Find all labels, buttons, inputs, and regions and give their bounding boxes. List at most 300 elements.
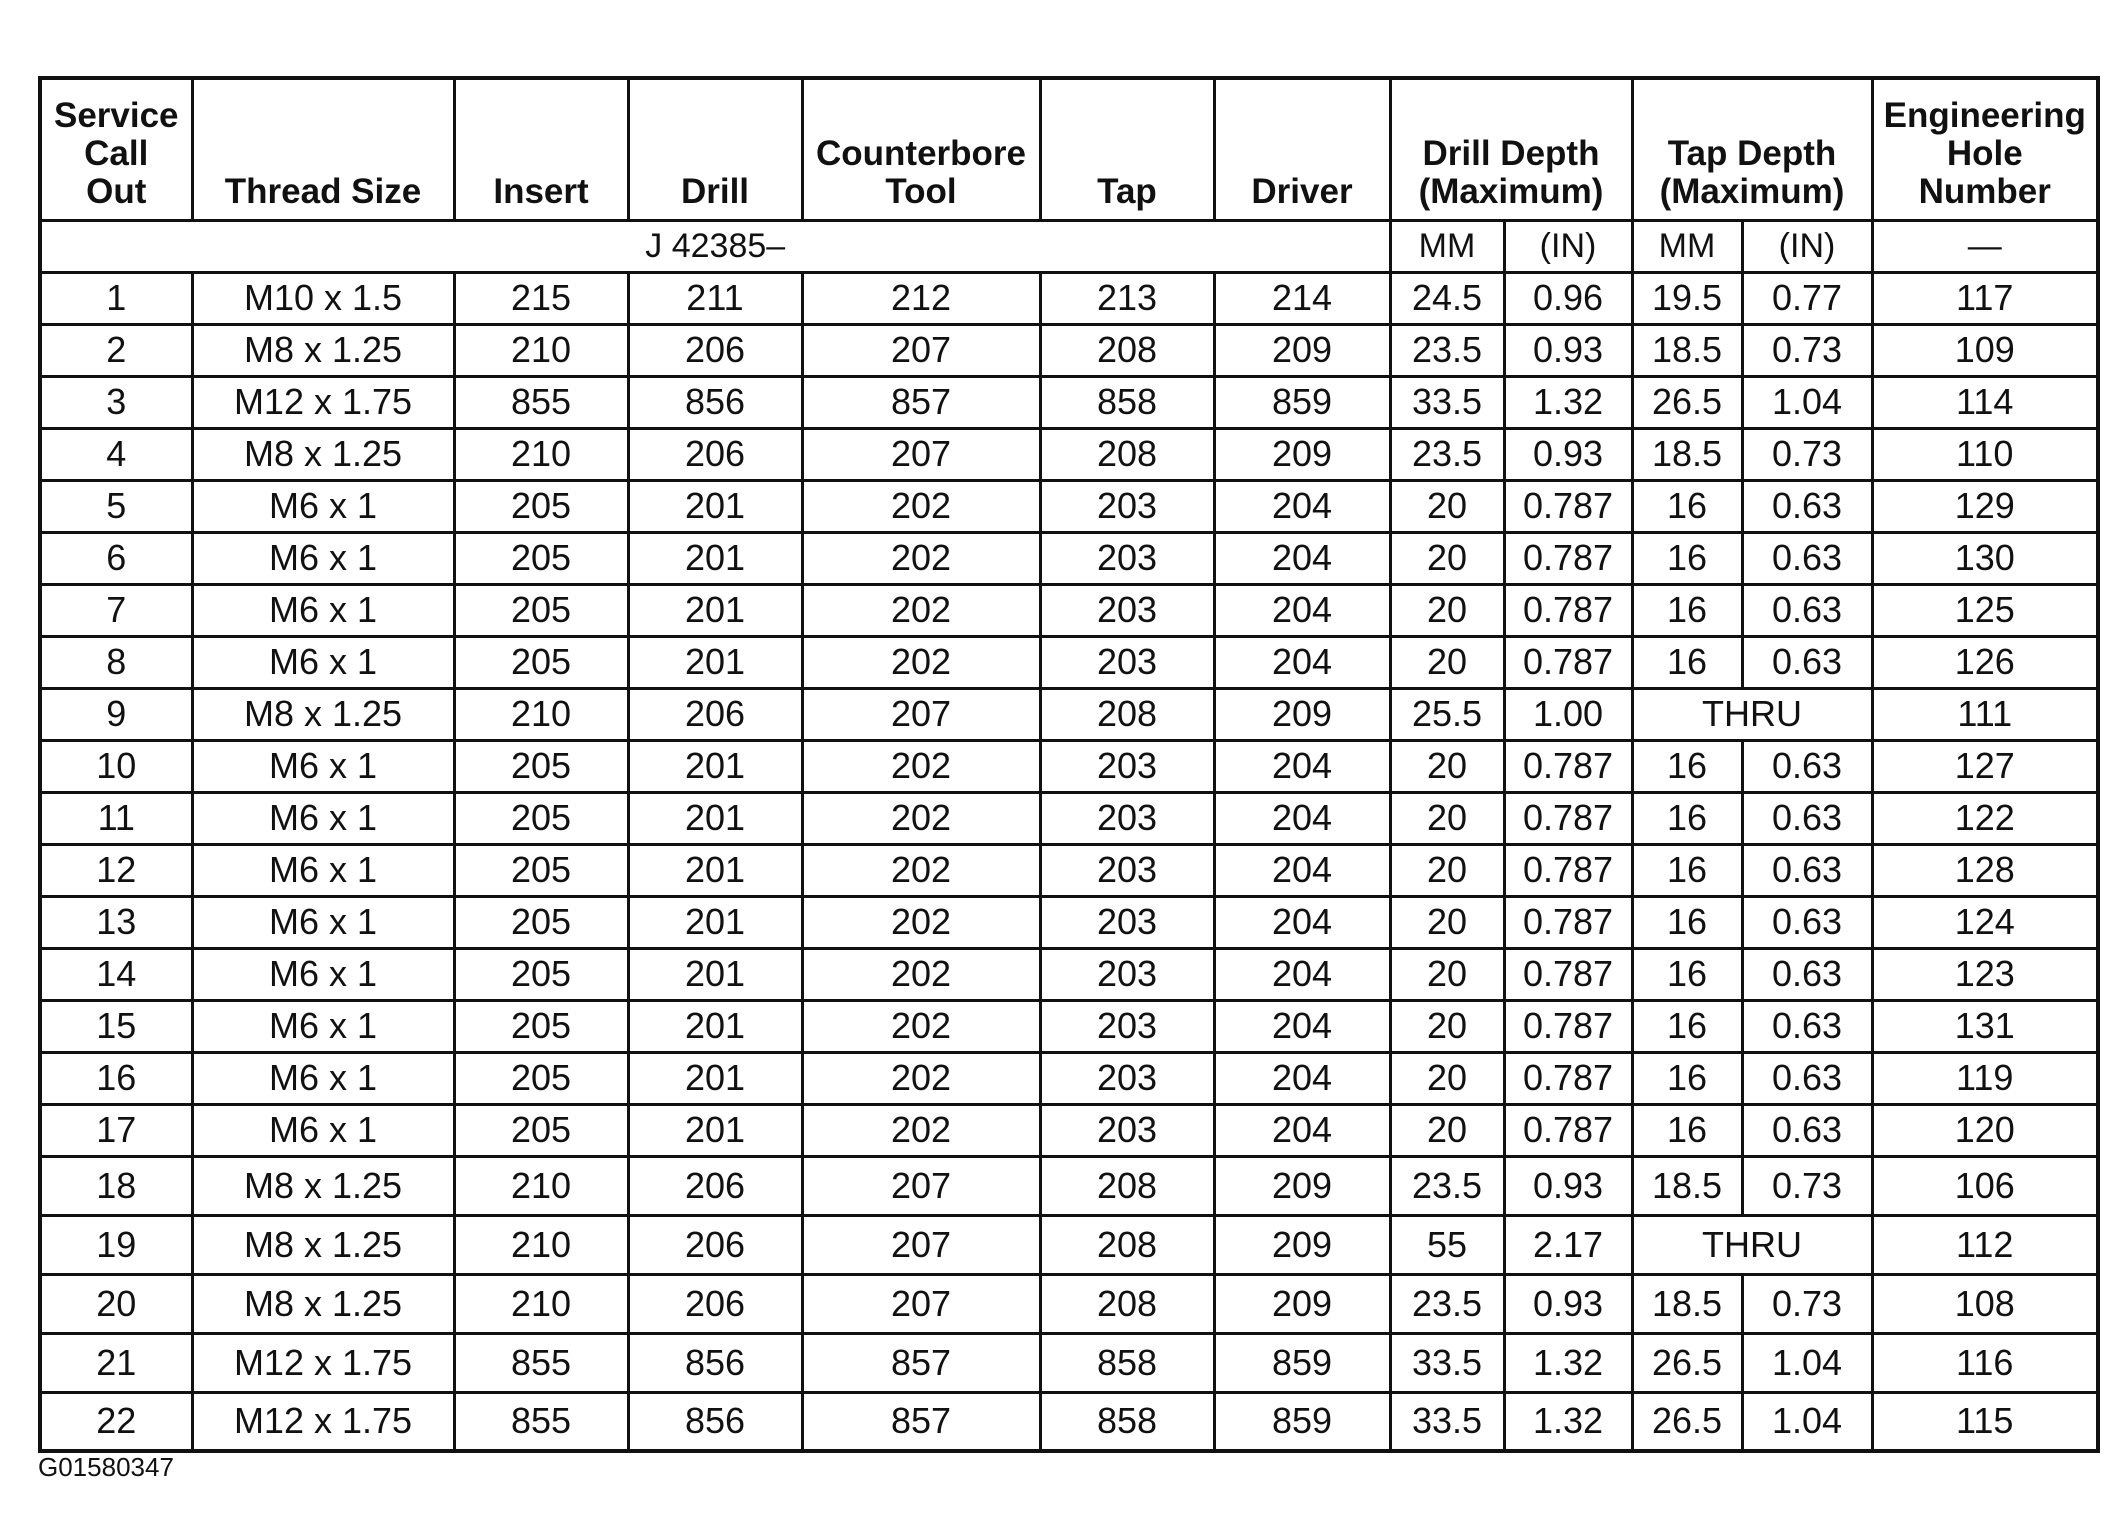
cell-drill-depth-in: 1.32 — [1504, 1392, 1632, 1451]
cell-thread: M12 x 1.75 — [192, 1333, 454, 1392]
cell-drill: 206 — [628, 1215, 802, 1274]
cell-tap-depth-mm: 26.5 — [1632, 1333, 1742, 1392]
cell-drill: 206 — [628, 1274, 802, 1333]
cell-tap-depth-mm: 18.5 — [1632, 1274, 1742, 1333]
cell-drill-depth-in: 0.787 — [1504, 480, 1632, 532]
cell-insert: 205 — [454, 1052, 628, 1104]
cell-thread: M6 x 1 — [192, 636, 454, 688]
table-row — [40, 480, 2098, 532]
cell-drill-depth-in: 0.787 — [1504, 1052, 1632, 1104]
col-header-tap: Tap — [1040, 78, 1214, 220]
cell-tap-depth-in: 0.63 — [1742, 1104, 1872, 1156]
cell-drill: 206 — [628, 688, 802, 740]
cell-drill-depth-mm: 20 — [1390, 1052, 1504, 1104]
cell-drill-depth-in: 1.32 — [1504, 1333, 1632, 1392]
cell-tap-depth-mm: 16 — [1632, 740, 1742, 792]
cell-tap-depth-in: 0.63 — [1742, 636, 1872, 688]
cell-tap: 203 — [1040, 1052, 1214, 1104]
cell-callout: 14 — [40, 948, 192, 1000]
cell-drill-depth-mm: 23.5 — [1390, 428, 1504, 480]
cell-drill: 856 — [628, 1392, 802, 1451]
cell-driver: 209 — [1214, 324, 1390, 376]
cell-counterbore: 207 — [802, 1156, 1040, 1215]
cell-drill: 856 — [628, 1333, 802, 1392]
cell-tap-depth-in: 0.73 — [1742, 428, 1872, 480]
table-row — [40, 324, 2098, 376]
cell-engineering-hole-number: 108 — [1872, 1274, 2098, 1333]
cell-drill-depth-in: 0.787 — [1504, 532, 1632, 584]
cell-tap-depth-in: 1.04 — [1742, 1333, 1872, 1392]
cell-tap: 203 — [1040, 896, 1214, 948]
cell-counterbore: 202 — [802, 1052, 1040, 1104]
table-row — [40, 740, 2098, 792]
cell-drill-depth-mm: 25.5 — [1390, 688, 1504, 740]
tap-depth-in-unit: (IN) — [1742, 220, 1872, 272]
cell-drill-depth-mm: 33.5 — [1390, 1392, 1504, 1451]
cell-tap: 208 — [1040, 1274, 1214, 1333]
cell-driver: 209 — [1214, 1274, 1390, 1333]
cell-drill: 201 — [628, 636, 802, 688]
table-row — [40, 1052, 2098, 1104]
table-row — [40, 844, 2098, 896]
cell-callout: 12 — [40, 844, 192, 896]
cell-engineering-hole-number: 131 — [1872, 1000, 2098, 1052]
cell-tap-depth-in: 1.04 — [1742, 376, 1872, 428]
cell-callout: 10 — [40, 740, 192, 792]
table-row — [40, 948, 2098, 1000]
col-header-tap-depth: Tap Depth (Maximum) — [1632, 78, 1872, 220]
cell-driver: 204 — [1214, 896, 1390, 948]
cell-insert: 205 — [454, 844, 628, 896]
cell-driver: 859 — [1214, 1333, 1390, 1392]
cell-tap-depth-in: 0.63 — [1742, 948, 1872, 1000]
cell-engineering-hole-number: 117 — [1872, 272, 2098, 324]
cell-tap-depth-in: 0.63 — [1742, 480, 1872, 532]
cell-insert: 205 — [454, 584, 628, 636]
cell-drill: 201 — [628, 1000, 802, 1052]
subheader-row — [40, 220, 2098, 272]
table-row — [40, 532, 2098, 584]
cell-driver: 204 — [1214, 480, 1390, 532]
cell-drill-depth-mm: 20 — [1390, 844, 1504, 896]
cell-callout: 8 — [40, 636, 192, 688]
cell-driver: 204 — [1214, 740, 1390, 792]
cell-insert: 205 — [454, 896, 628, 948]
cell-callout: 4 — [40, 428, 192, 480]
cell-tap-depth-in: 0.77 — [1742, 272, 1872, 324]
cell-callout: 6 — [40, 532, 192, 584]
cell-drill-depth-mm: 20 — [1390, 636, 1504, 688]
cell-engineering-hole-number: 115 — [1872, 1392, 2098, 1451]
cell-thread: M6 x 1 — [192, 1000, 454, 1052]
cell-thread: M6 x 1 — [192, 1104, 454, 1156]
cell-callout: 7 — [40, 584, 192, 636]
cell-engineering-hole-number: 130 — [1872, 532, 2098, 584]
col-header-driver: Driver — [1214, 78, 1390, 220]
figure-code: G01580347 — [38, 1452, 174, 1482]
cell-drill-depth-in: 2.17 — [1504, 1215, 1632, 1274]
cell-tap-depth-mm: 18.5 — [1632, 428, 1742, 480]
cell-tap: 208 — [1040, 1156, 1214, 1215]
cell-drill-depth-mm: 20 — [1390, 532, 1504, 584]
cell-drill-depth-mm: 55 — [1390, 1215, 1504, 1274]
cell-tap-depth-mm: 16 — [1632, 844, 1742, 896]
cell-thread: M8 x 1.25 — [192, 1156, 454, 1215]
cell-driver: 204 — [1214, 948, 1390, 1000]
cell-drill: 201 — [628, 792, 802, 844]
cell-engineering-hole-number: 112 — [1872, 1215, 2098, 1274]
cell-drill-depth-mm: 23.5 — [1390, 1274, 1504, 1333]
cell-drill: 206 — [628, 428, 802, 480]
cell-drill-depth-mm: 33.5 — [1390, 376, 1504, 428]
cell-tap-depth-mm: 16 — [1632, 584, 1742, 636]
cell-drill-depth-in: 0.96 — [1504, 272, 1632, 324]
cell-counterbore: 202 — [802, 896, 1040, 948]
cell-counterbore: 202 — [802, 844, 1040, 896]
cell-thread: M6 x 1 — [192, 480, 454, 532]
cell-tap-depth-mm: 19.5 — [1632, 272, 1742, 324]
cell-tap-depth-thru: THRU — [1632, 1215, 1872, 1274]
cell-insert: 210 — [454, 428, 628, 480]
cell-counterbore: 202 — [802, 792, 1040, 844]
cell-tap: 858 — [1040, 376, 1214, 428]
col-header-drill: Drill — [628, 78, 802, 220]
cell-insert: 210 — [454, 1156, 628, 1215]
cell-tap: 203 — [1040, 1104, 1214, 1156]
drill-depth-in-unit: (IN) — [1504, 220, 1632, 272]
cell-counterbore: 202 — [802, 584, 1040, 636]
cell-thread: M6 x 1 — [192, 844, 454, 896]
cell-drill: 201 — [628, 844, 802, 896]
table-body — [40, 272, 2098, 1451]
col-header-insert: Insert — [454, 78, 628, 220]
cell-counterbore: 207 — [802, 428, 1040, 480]
cell-insert: 205 — [454, 480, 628, 532]
cell-drill-depth-mm: 20 — [1390, 740, 1504, 792]
cell-drill: 206 — [628, 324, 802, 376]
cell-engineering-hole-number: 114 — [1872, 376, 2098, 428]
cell-driver: 214 — [1214, 272, 1390, 324]
cell-drill-depth-in: 0.787 — [1504, 792, 1632, 844]
cell-tap: 213 — [1040, 272, 1214, 324]
specification-table — [38, 76, 2100, 1453]
cell-drill-depth-in: 0.93 — [1504, 1156, 1632, 1215]
col-header-counterbore-tool: Counterbore Tool — [802, 78, 1040, 220]
cell-tap: 203 — [1040, 1000, 1214, 1052]
cell-thread: M8 x 1.25 — [192, 324, 454, 376]
cell-insert: 205 — [454, 1104, 628, 1156]
cell-drill-depth-in: 0.93 — [1504, 428, 1632, 480]
cell-callout: 15 — [40, 1000, 192, 1052]
cell-tap: 203 — [1040, 844, 1214, 896]
cell-tap-depth-in: 1.04 — [1742, 1392, 1872, 1451]
cell-insert: 210 — [454, 1215, 628, 1274]
cell-tap: 203 — [1040, 792, 1214, 844]
cell-insert: 210 — [454, 1274, 628, 1333]
cell-driver: 204 — [1214, 1052, 1390, 1104]
cell-drill: 201 — [628, 1104, 802, 1156]
cell-tap-depth-mm: 16 — [1632, 636, 1742, 688]
cell-tap-depth-mm: 26.5 — [1632, 376, 1742, 428]
cell-drill: 206 — [628, 1156, 802, 1215]
cell-drill-depth-in: 0.787 — [1504, 948, 1632, 1000]
cell-drill-depth-in: 0.93 — [1504, 324, 1632, 376]
table-row — [40, 1392, 2098, 1451]
cell-drill-depth-mm: 20 — [1390, 948, 1504, 1000]
cell-thread: M10 x 1.5 — [192, 272, 454, 324]
cell-insert: 205 — [454, 948, 628, 1000]
cell-driver: 204 — [1214, 1104, 1390, 1156]
cell-drill-depth-in: 0.787 — [1504, 636, 1632, 688]
cell-driver: 204 — [1214, 532, 1390, 584]
cell-drill-depth-mm: 20 — [1390, 896, 1504, 948]
cell-driver: 209 — [1214, 428, 1390, 480]
cell-thread: M6 x 1 — [192, 584, 454, 636]
cell-driver: 204 — [1214, 584, 1390, 636]
cell-engineering-hole-number: 124 — [1872, 896, 2098, 948]
cell-counterbore: 202 — [802, 948, 1040, 1000]
cell-engineering-hole-number: 128 — [1872, 844, 2098, 896]
cell-engineering-hole-number: 111 — [1872, 688, 2098, 740]
cell-drill-depth-mm: 20 — [1390, 792, 1504, 844]
table-row — [40, 376, 2098, 428]
cell-drill-depth-in: 0.787 — [1504, 896, 1632, 948]
cell-drill-depth-in: 1.00 — [1504, 688, 1632, 740]
cell-thread: M6 x 1 — [192, 792, 454, 844]
cell-drill-depth-mm: 23.5 — [1390, 324, 1504, 376]
cell-driver: 859 — [1214, 376, 1390, 428]
table-row — [40, 896, 2098, 948]
cell-thread: M8 x 1.25 — [192, 428, 454, 480]
cell-counterbore: 857 — [802, 376, 1040, 428]
cell-drill-depth-in: 0.93 — [1504, 1274, 1632, 1333]
cell-driver: 209 — [1214, 1156, 1390, 1215]
header-row — [40, 78, 2098, 220]
cell-tap: 858 — [1040, 1392, 1214, 1451]
cell-drill-depth-mm: 33.5 — [1390, 1333, 1504, 1392]
cell-tap-depth-thru: THRU — [1632, 688, 1872, 740]
cell-driver: 204 — [1214, 792, 1390, 844]
table-row — [40, 1215, 2098, 1274]
cell-tap: 203 — [1040, 740, 1214, 792]
cell-counterbore: 202 — [802, 1104, 1040, 1156]
cell-insert: 210 — [454, 324, 628, 376]
table-row — [40, 272, 2098, 324]
cell-callout: 9 — [40, 688, 192, 740]
cell-callout: 21 — [40, 1333, 192, 1392]
cell-counterbore: 202 — [802, 532, 1040, 584]
cell-tap-depth-in: 0.63 — [1742, 584, 1872, 636]
cell-drill-depth-mm: 20 — [1390, 584, 1504, 636]
table-row — [40, 792, 2098, 844]
cell-counterbore: 857 — [802, 1392, 1040, 1451]
cell-engineering-hole-number: 129 — [1872, 480, 2098, 532]
col-header-drill-depth: Drill Depth (Maximum) — [1390, 78, 1632, 220]
cell-drill-depth-in: 1.32 — [1504, 376, 1632, 428]
cell-thread: M6 x 1 — [192, 740, 454, 792]
cell-tap: 203 — [1040, 636, 1214, 688]
cell-drill-depth-mm: 20 — [1390, 480, 1504, 532]
cell-drill: 201 — [628, 480, 802, 532]
cell-driver: 209 — [1214, 1215, 1390, 1274]
cell-insert: 855 — [454, 1333, 628, 1392]
cell-counterbore: 202 — [802, 740, 1040, 792]
cell-tap-depth-mm: 16 — [1632, 480, 1742, 532]
cell-tap-depth-in: 0.63 — [1742, 844, 1872, 896]
cell-counterbore: 207 — [802, 1215, 1040, 1274]
cell-tap: 858 — [1040, 1333, 1214, 1392]
cell-engineering-hole-number: 123 — [1872, 948, 2098, 1000]
cell-callout: 16 — [40, 1052, 192, 1104]
cell-tap-depth-mm: 16 — [1632, 532, 1742, 584]
cell-engineering-hole-number: 127 — [1872, 740, 2098, 792]
tool-number-prefix: J 42385– — [40, 220, 1390, 272]
cell-thread: M6 x 1 — [192, 896, 454, 948]
cell-insert: 205 — [454, 740, 628, 792]
hole-number-dash: — — [1872, 220, 2098, 272]
cell-tap-depth-in: 0.63 — [1742, 896, 1872, 948]
drill-depth-mm-unit: MM — [1390, 220, 1504, 272]
cell-callout: 22 — [40, 1392, 192, 1451]
cell-tap: 208 — [1040, 324, 1214, 376]
cell-drill: 211 — [628, 272, 802, 324]
table-row — [40, 1156, 2098, 1215]
cell-counterbore: 857 — [802, 1333, 1040, 1392]
cell-drill: 201 — [628, 584, 802, 636]
table-row — [40, 1333, 2098, 1392]
cell-drill: 856 — [628, 376, 802, 428]
cell-driver: 204 — [1214, 844, 1390, 896]
cell-insert: 215 — [454, 272, 628, 324]
cell-tap-depth-mm: 16 — [1632, 792, 1742, 844]
cell-engineering-hole-number: 106 — [1872, 1156, 2098, 1215]
cell-callout: 1 — [40, 272, 192, 324]
cell-drill-depth-in: 0.787 — [1504, 1104, 1632, 1156]
cell-driver: 204 — [1214, 636, 1390, 688]
col-header-engineering-hole-number: Engineering Hole Number — [1872, 78, 2098, 220]
cell-insert: 855 — [454, 376, 628, 428]
cell-engineering-hole-number: 110 — [1872, 428, 2098, 480]
cell-tap-depth-mm: 18.5 — [1632, 1156, 1742, 1215]
cell-engineering-hole-number: 126 — [1872, 636, 2098, 688]
cell-tap-depth-mm: 18.5 — [1632, 324, 1742, 376]
cell-driver: 859 — [1214, 1392, 1390, 1451]
table-row — [40, 1000, 2098, 1052]
cell-thread: M8 x 1.25 — [192, 1215, 454, 1274]
cell-tap-depth-in: 0.63 — [1742, 1000, 1872, 1052]
cell-engineering-hole-number: 116 — [1872, 1333, 2098, 1392]
cell-tap-depth-mm: 16 — [1632, 948, 1742, 1000]
cell-insert: 210 — [454, 688, 628, 740]
cell-thread: M8 x 1.25 — [192, 688, 454, 740]
cell-tap-depth-mm: 26.5 — [1632, 1392, 1742, 1451]
cell-driver: 209 — [1214, 688, 1390, 740]
table-row — [40, 1104, 2098, 1156]
cell-thread: M8 x 1.25 — [192, 1274, 454, 1333]
cell-tap-depth-in: 0.63 — [1742, 792, 1872, 844]
cell-thread: M12 x 1.75 — [192, 1392, 454, 1451]
cell-engineering-hole-number: 109 — [1872, 324, 2098, 376]
cell-callout: 11 — [40, 792, 192, 844]
table-row — [40, 428, 2098, 480]
cell-drill-depth-mm: 20 — [1390, 1104, 1504, 1156]
cell-engineering-hole-number: 125 — [1872, 584, 2098, 636]
cell-drill: 201 — [628, 896, 802, 948]
cell-tap: 203 — [1040, 584, 1214, 636]
cell-counterbore: 202 — [802, 636, 1040, 688]
cell-tap: 208 — [1040, 688, 1214, 740]
cell-insert: 205 — [454, 532, 628, 584]
cell-insert: 205 — [454, 792, 628, 844]
cell-insert: 855 — [454, 1392, 628, 1451]
cell-insert: 205 — [454, 1000, 628, 1052]
cell-callout: 18 — [40, 1156, 192, 1215]
cell-tap-depth-mm: 16 — [1632, 1052, 1742, 1104]
cell-tap: 203 — [1040, 532, 1214, 584]
cell-tap-depth-in: 0.63 — [1742, 740, 1872, 792]
cell-drill: 201 — [628, 740, 802, 792]
cell-callout: 19 — [40, 1215, 192, 1274]
cell-counterbore: 207 — [802, 688, 1040, 740]
cell-tap-depth-in: 0.73 — [1742, 1156, 1872, 1215]
cell-tap-depth-in: 0.63 — [1742, 532, 1872, 584]
cell-drill-depth-mm: 23.5 — [1390, 1156, 1504, 1215]
cell-drill: 201 — [628, 948, 802, 1000]
cell-tap-depth-in: 0.63 — [1742, 1052, 1872, 1104]
cell-counterbore: 207 — [802, 1274, 1040, 1333]
cell-drill-depth-in: 0.787 — [1504, 1000, 1632, 1052]
cell-engineering-hole-number: 119 — [1872, 1052, 2098, 1104]
table-row — [40, 636, 2098, 688]
cell-insert: 205 — [454, 636, 628, 688]
cell-counterbore: 212 — [802, 272, 1040, 324]
cell-callout: 13 — [40, 896, 192, 948]
cell-callout: 5 — [40, 480, 192, 532]
cell-thread: M12 x 1.75 — [192, 376, 454, 428]
cell-engineering-hole-number: 122 — [1872, 792, 2098, 844]
cell-driver: 204 — [1214, 1000, 1390, 1052]
cell-callout: 3 — [40, 376, 192, 428]
cell-tap: 203 — [1040, 948, 1214, 1000]
cell-drill-depth-mm: 20 — [1390, 1000, 1504, 1052]
cell-engineering-hole-number: 120 — [1872, 1104, 2098, 1156]
cell-tap-depth-mm: 16 — [1632, 896, 1742, 948]
col-header-service-call-out: Service Call Out — [40, 78, 192, 220]
cell-drill-depth-in: 0.787 — [1504, 584, 1632, 636]
cell-callout: 20 — [40, 1274, 192, 1333]
table-row — [40, 1274, 2098, 1333]
cell-tap: 208 — [1040, 1215, 1214, 1274]
cell-drill: 201 — [628, 532, 802, 584]
cell-tap-depth-mm: 16 — [1632, 1000, 1742, 1052]
cell-thread: M6 x 1 — [192, 532, 454, 584]
cell-thread: M6 x 1 — [192, 948, 454, 1000]
cell-drill: 201 — [628, 1052, 802, 1104]
table-row — [40, 584, 2098, 636]
table-row — [40, 688, 2098, 740]
cell-counterbore: 202 — [802, 480, 1040, 532]
cell-drill-depth-mm: 24.5 — [1390, 272, 1504, 324]
cell-drill-depth-in: 0.787 — [1504, 740, 1632, 792]
cell-counterbore: 202 — [802, 1000, 1040, 1052]
cell-drill-depth-in: 0.787 — [1504, 844, 1632, 896]
cell-thread: M6 x 1 — [192, 1052, 454, 1104]
cell-tap-depth-in: 0.73 — [1742, 1274, 1872, 1333]
cell-callout: 2 — [40, 324, 192, 376]
cell-tap: 208 — [1040, 428, 1214, 480]
tap-depth-mm-unit: MM — [1632, 220, 1742, 272]
cell-tap-depth-mm: 16 — [1632, 1104, 1742, 1156]
